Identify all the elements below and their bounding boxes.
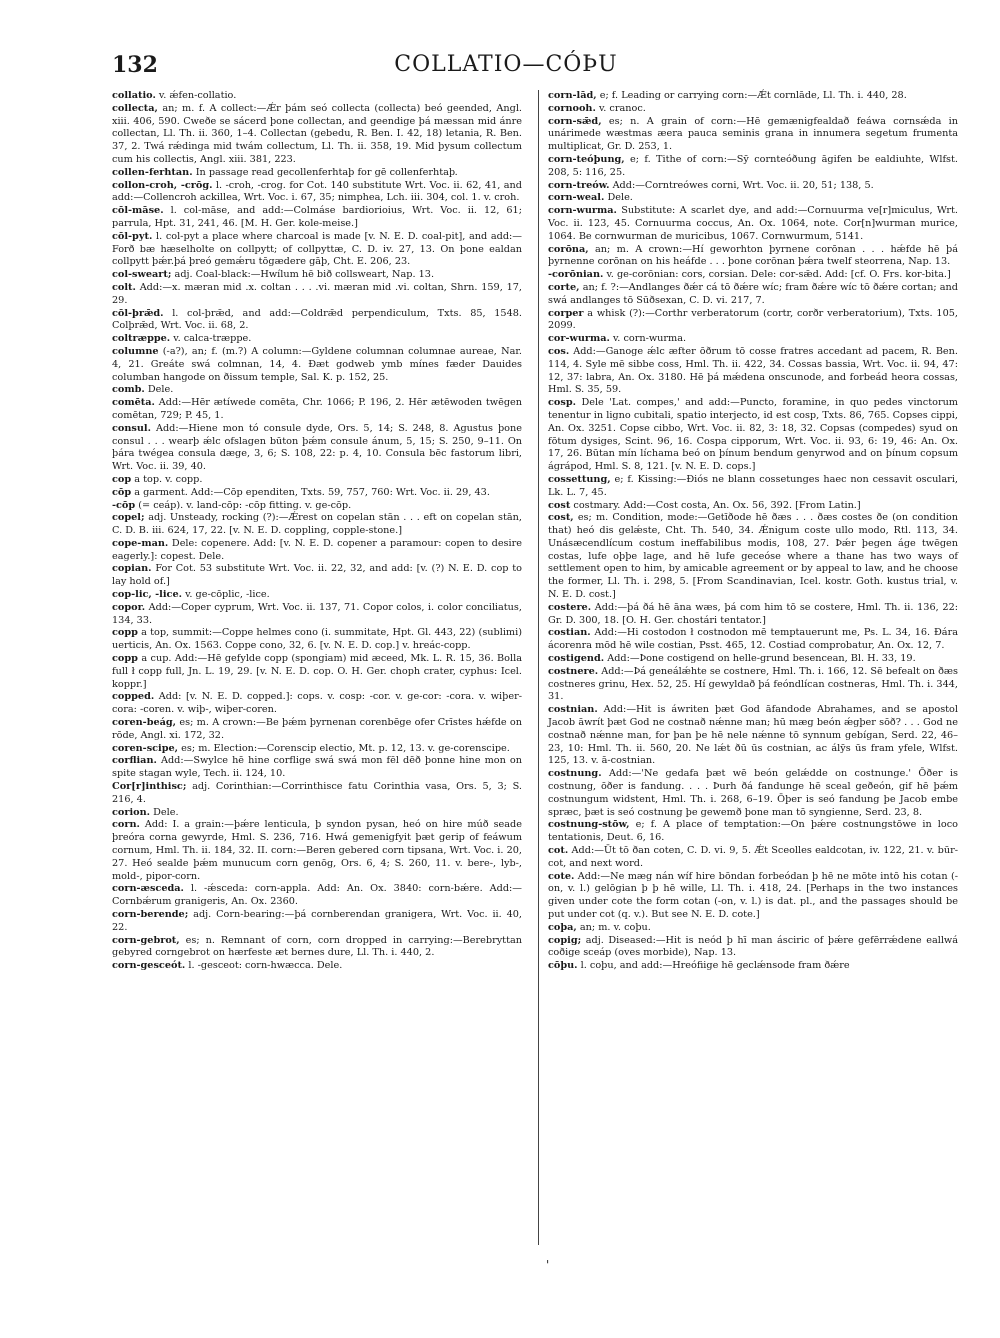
headword: costian. — [548, 627, 591, 639]
entry-text: Add:—Swylce hē hine corflige swá swá mon fēl dēð þonne hine mon on spite stagan wyle, Tech. ii. 124, 10. — [112, 755, 522, 780]
entry-text: (-a?), an; f. (m.?) A column:—Gyldene columnan columnae aureae, Nar. 4, 21. Greáte swá colmnan, 14, 4. Ðæt godweb ymb mínes fæder Dauides columban hangode on ðissum temple, Sal. K. p. 152, 25. — [112, 345, 522, 383]
entry-text: an; m. v. coþu. — [579, 921, 651, 933]
entry-text: adj. Corn-bearing:—þá cornberendan granigera, Wrt. Voc. ii. 40, 22. — [112, 909, 522, 933]
dictionary-entry — [548, 333, 958, 346]
dictionary-entry — [548, 845, 958, 871]
running-head: COLLATIO—CÓÞU — [394, 52, 618, 77]
dictionary-entry — [112, 781, 522, 807]
dictionary-entry — [112, 346, 522, 384]
dictionary-entry — [112, 653, 522, 691]
dictionary-entry — [112, 282, 522, 308]
headword: cor-wurma. — [548, 333, 610, 345]
entry-text: v. ǽfen-collatio. — [158, 90, 237, 101]
dictionary-entry — [112, 167, 522, 180]
dictionary-entry — [548, 666, 958, 704]
dictionary-entry — [112, 909, 522, 935]
entry-text: Add:—x. mæran mid .x. coltan . . . .vi. mæran mid .vi. coltan, Shrn. 159, 17, 29. — [112, 281, 522, 306]
entry-text: e; f. Tithe of corn:—Sȳ cornteóðung āgifen be ealdiuhte, Wlfst. 208, 5: 116, 25. — [548, 153, 958, 178]
dictionary-entry — [548, 602, 958, 628]
dictionary-entry — [112, 397, 522, 423]
headword: colt. — [112, 281, 136, 293]
entry-text: l. coþu, and add:—Hreófiige hē geclǽnsode fram ðǽre — [580, 960, 850, 972]
headword: costnere. — [548, 665, 599, 677]
dictionary-entry — [112, 807, 522, 820]
headword: corn. — [112, 819, 140, 831]
headword: copp — [112, 627, 138, 639]
entry-text: v. ge-corōnian: cors, corsian. Dele: cor-sǣd. Add: [cf. O. Frs. kor-bita.] — [606, 269, 951, 281]
dictionary-entry — [548, 90, 958, 103]
headword: coltræppe. — [112, 333, 171, 345]
entry-text: Add:—Þá geneálǽhte se costnere, Hml. Th. i. 166, 12. Sē befealt on ðæs costneres grinu, Hex. 52, 25. Hí gewyldað þá feóndlícan costneras, Hml. Th. i. 344, 31. — [548, 665, 958, 703]
dictionary-entry — [112, 474, 522, 487]
entry-text: costmary. Add:—Cost costa, An. Ox. 56, 392. [From Latin.] — [573, 499, 861, 511]
page-number: 132 — [112, 52, 158, 78]
entry-text: Add:—Hēr ætíwede comēta, Chr. 1066; P. 196, 2. Hēr ætēwoden twēgen comētan, 729; P. 45, 1. — [112, 397, 522, 421]
dictionary-entry — [112, 423, 522, 474]
dictionary-entry — [548, 653, 958, 666]
dictionary-entry — [112, 308, 522, 334]
entry-text: Add:—Hiene mon tó consule dyde, Ors. 5, 14; S. 248, 8. Agustus þone consul . . . wearþ ǽlc ofslagen būton þǽm consule ánum, 5, 15; S. 250, 9–11. On þára twégea consula dæge, 3, 6; S. 108, 22: p. 4, 10. Consula bēc fastorum libri, Wrt. Voc. ii. 39, 40. — [112, 422, 522, 473]
headword: corn-weal. — [548, 192, 605, 204]
headword: comēta. — [112, 397, 155, 409]
dictionary-entry — [548, 935, 958, 961]
headword: cost, — [548, 512, 574, 524]
entry-text: e; f. Kissing:—Ðiós ne blann cossetunges haec non cessavit osculari, Lk. L. 7, 45. — [548, 473, 958, 498]
entry-text: e; f. A place of temptation:—On þǽre costnungstōwe in loco tentationis, Deut. 6, 16. — [548, 819, 958, 844]
headword: corflian. — [112, 755, 157, 767]
left-column — [112, 90, 522, 973]
headword: corn-treów. — [548, 179, 610, 191]
headword: cōl-māse. — [112, 205, 164, 217]
entry-text: Add:—Hi costodon ł costnodon mē temptauerunt me, Ps. L. 34, 16. Ðára ácorenra mōd hē wile costian, Psst. 465, 12. Costiad comprobatur, An. Ox. 12, 7. — [548, 627, 958, 652]
dictionary-entry — [112, 231, 522, 269]
dictionary-entry — [548, 269, 958, 282]
dictionary-entry — [112, 743, 522, 756]
dictionary-entry — [112, 180, 522, 206]
headword: copor. — [112, 601, 146, 613]
headword: corn-berende; — [112, 909, 189, 920]
entry-text: Add:—Corntreówes corni, Wrt. Voc. ii. 20, 51; 138, 5. — [612, 179, 874, 191]
dictionary-entry — [112, 90, 522, 103]
headword: corper — [548, 307, 584, 319]
entry-text: es; m. Condition, mode:—Getīðode hē ðæs . . . ðæs costes ðe (on condition that) heó dis gelǽste, Cht. Th. 540, 34. Ǽnigum coste ullo modo, Rtl. 113, 34. Unásæcendlícum costum ineffabilibus modis, 108, 27. Þǽr þegen áge twēgen costas, lufe oþþe lage, and hē lufe geceóse where a thane has two ways of settlement open to him, by amicable agreement or by appeal to law, and he choose the former, Ll. Th. i. 298, 5. [From Scandinavian, Icel. kostr. Goth. kustus trial, v. N. E. D. cost.] — [548, 512, 958, 601]
headword: cop-lic, -lice. — [112, 589, 182, 601]
entry-text: Dele. — [607, 192, 633, 204]
dictionary-entry — [548, 512, 958, 602]
entry-text: In passage read gecollenferhtaþ for gē collenferhtaþ. — [195, 166, 458, 178]
entry-text: Substitute: A scarlet dye, and add:—Cornuurma ve[r]miculus, Wrt. Voc. ii. 123, 45. Cornuurma coccus, An. Ox. 1064, note. Cor[n]wurman murice, 1064. Be cornwurman de muricibus, 1067. Cornwurmum, 5141. — [548, 205, 958, 242]
headword: corōna, — [548, 243, 589, 255]
headword: col-sweart; — [112, 269, 172, 281]
headword: cornooh. — [548, 102, 596, 114]
dictionary-entry — [548, 397, 958, 474]
dictionary-entry — [548, 871, 958, 922]
entry-text: es; m. A crown:—Be þǽm þyrnenan corenbēge ofer Crīstes hǽfde on rōde, Angl. xi. 172, 32. — [112, 717, 522, 741]
right-column — [548, 90, 958, 973]
dictionary-entry — [548, 282, 958, 308]
entry-text: Add:—Hit is áwriten þæt God āfandode Abrahames, and se apostol Jacob āwrít þæt God ne costnað nǽnne man; hū mæg beón ǽgþer sōð? . . . God ne costnað nǽnne man, for þan þe hē nele nǽnne tō synnum gebígan, Serd. 22, 46–23, 10: Hml. Th. ii. 560, 20. Ne lǽt ðū ūs costnian, ac álȳs ūs fram yfele, Wlfst. 125, 13. v. ā-costnian. — [548, 704, 958, 767]
dictionary-entry — [112, 333, 522, 346]
entry-text: adj. Unsteady, rocking (?):—Ǽrest on copelan stān . . . eft on copelan stān, C. D. B. iii. 624, 17, 22. [v. N. E. D. coppling, copple-stone.] — [112, 512, 522, 537]
headword: corion. — [112, 806, 151, 818]
headword: copp — [112, 653, 138, 665]
headword: -cōp — [112, 499, 136, 511]
dictionary-entry — [112, 500, 522, 513]
headword: copian. — [112, 563, 152, 575]
headword: costnung. — [548, 768, 602, 780]
entry-text: Add: [v. N. E. D. copped.]: cops. v. cosp: -cor. v. ge-cor: -cora. v. wiþer-cora: -coren. v. wiþ-, wiþer-coren. — [112, 691, 522, 716]
dictionary-entry — [112, 717, 522, 743]
dictionary-entry — [548, 960, 958, 973]
entry-text: l. -croh, -crog. for Cot. 140 substitute Wrt. Voc. ii. 62, 41, and add:—Collencroh ackillea, Wrt. Voc. i. 67, 35; nimphea, Lch. iii. 304, col. 1. v. croh. — [112, 179, 522, 204]
entry-text: an; m. f. A collect:—Ǽr þám seó collecta (collecta) beó geended, Angl. xiii. 406, 590. Cweðe se sácerd þone collectan, and geendige þá mæssan mid ánre collectan, Ll. Th. ii. 360, 1–4. Collectan (gebedu, R. Ben. I. 42, 18) letania, R. Ben. 37, 2. Twá rǽdinga mid twám collectum, Ll. Th. ii. 358, 19. Mid þysum collectum cum his collectis, Angl. xiii. 381, 223. — [112, 102, 522, 165]
headword: corn-wurma. — [548, 205, 617, 217]
dictionary-entry — [112, 755, 522, 781]
headword: -corōnian. — [548, 269, 604, 281]
headword: copig; — [548, 934, 582, 946]
entry-text: Add:—Ganoge ǽlc æfter ōðrum tō cosse fratres accedant ad pacem, R. Ben. 114, 4. Syle mē sibbe coss, Hml. Th. ii. 422, 34. Cossas bassia, Wrt. Voc. ii. 94, 47: 12, 37: labra, An. Ox. 3180. Hē þá mǽdena onscunode, and forbeád heora cossas, Hml. S. 35, 59. — [548, 345, 958, 396]
dictionary-entry — [548, 768, 958, 819]
dictionary-entry — [548, 819, 958, 845]
headword: corn-gebrot, — [112, 934, 180, 946]
dictionary-entry — [112, 691, 522, 717]
headword: coren-scipe, — [112, 742, 179, 754]
headword: copel; — [112, 512, 145, 524]
headword: copped. — [112, 691, 155, 703]
dictionary-entry — [548, 308, 958, 334]
dictionary-entry — [112, 935, 522, 961]
entry-text: an; f. ?:—Andlanges ðǽr cá tō ðǽre wíc; fram ðǽre wíc tō ðǽre cortan; and swá andlanges tō Sūðsexan, C. D. vi. 217, 7. — [548, 281, 958, 306]
entry-text: a garment. Add:—Cōp ependiten, Txts. 59, 757, 760: Wrt. Voc. ii. 29, 43. — [134, 486, 490, 498]
headword: corn-teóþung, — [548, 153, 625, 165]
dictionary-entry — [548, 154, 958, 180]
headword: cosp. — [548, 397, 576, 409]
headword: costnian. — [548, 704, 598, 716]
entry-text: l. col-māse, and add:—Colmáse bardiorioius, Wrt. Voc. ii. 12, 61; parrula, Hpt. 31, 241, 46. [M. H. Ger. kole-meise.] — [112, 205, 522, 229]
dictionary-entry — [548, 180, 958, 193]
footer-mark: ' — [546, 1258, 550, 1272]
entry-text: a top. v. copp. — [134, 473, 203, 485]
entry-text: a cup. Add:—Hē gefylde copp (spongiam) mid æceed, Mk. L. R. 15, 36. Bolla full ł copp full, Jn. L. 19, 29. [v. N. E. D. cop. O. H. Ger. choph crater, cyphus: Icel. koppr.] — [112, 653, 522, 690]
headword: cōp — [112, 486, 132, 498]
dictionary-entry — [112, 960, 522, 973]
column-divider — [538, 90, 539, 1245]
entry-text: l. -ǽsceda: corn-appla. Add: An. Ox. 3840: corn-bǽre. Add:—Cornbǽrum granigeris, An. Ox. 2360. — [112, 883, 522, 908]
entry-text: l. -gesceot: corn-hwæcca. Dele. — [188, 960, 343, 972]
dictionary-entry — [112, 205, 522, 231]
headword: coþa, — [548, 921, 577, 933]
dictionary-entry — [548, 103, 958, 116]
headword: collon-croh, -crōg. — [112, 179, 213, 191]
headword: cot. — [548, 845, 569, 857]
dictionary-entry — [112, 538, 522, 564]
headword: collen-ferhtan. — [112, 166, 193, 178]
entry-text: Dele 'Lat. compes,' and add:—Puncto, foramine, in quo pedes vinctorum tenentur in ligno cubitali, spatio interjecto, id est cosp, Txts. 86, 765. Copses cippi, An. Ox. 3251. Copse cibbo, Wrt. Voc. ii. 82, 3: 18, 32. Copsas (compedes) syud on fōtum dysiges, Scint. 96, 16. Cospa cipporum, Wrt. Voc. ii. 93, 6: 19, 46: An. Ox. 17, 26. Būtan mín líchama beó on þínum bendum genyrwod and on þínum copsum ágrápod, Hml. S. 8, 121. [v. N. E. D. cops.] — [548, 397, 958, 473]
headword: consul. — [112, 422, 151, 434]
headword: costere. — [548, 601, 592, 613]
headword: cope-man. — [112, 537, 169, 549]
dictionary-entry — [548, 244, 958, 270]
headword: Cor[r]inthisc; — [112, 781, 187, 793]
headword: columne — [112, 345, 159, 357]
dictionary-entry — [112, 563, 522, 589]
dictionary-entry — [548, 192, 958, 205]
entry-text: Dele: copenere. Add: [v. N. E. D. copener a paramour: copen to desire eagerly.]: copest. Dele. — [112, 537, 522, 562]
headword: cōl-pyt. — [112, 230, 153, 242]
entry-text: v. ge-cōplic, -lice. — [185, 589, 270, 601]
headword: costigend. — [548, 653, 605, 665]
entry-text: Add:—Coper cyprum, Wrt. Voc. ii. 137, 71. Copor colos, i. color conciliatus, 134, 33. — [112, 601, 522, 626]
dictionary-entry — [112, 883, 522, 909]
entry-text: a whisk (?):—Corthr verberatorum (cortr, corðr verberatorium), Txts. 105, 2099. — [548, 307, 958, 332]
entry-text: a top, summit:—Coppe helmes cono (i. summitate, Hpt. Gl. 443, 22) (sublimi) uerticis, An. Ox. 1563. Coppe cono, 32, 6. [v. N. E. D. cop.] v. hreác-copp. — [112, 627, 522, 652]
headword: cos. — [548, 345, 570, 357]
entry-text: Dele. — [147, 384, 174, 396]
entry-text: adj. Corinthian:—Corrinthisce fatu Corinthia vasa, Ors. 5, 3; S. 216, 4. — [112, 781, 522, 805]
entry-text: v. cranoc. — [598, 102, 646, 114]
entry-text: Dele. — [153, 806, 179, 818]
dictionary-entry — [112, 512, 522, 538]
headword: corn-lād, — [548, 90, 597, 101]
dictionary-entry — [548, 346, 958, 397]
dictionary-entry — [548, 116, 958, 154]
headword: coren-beág, — [112, 717, 177, 729]
entry-text: es; n. A grain of corn:—Hē gemænigfealdað feáwa cornsǽda in unárimede wæstmas æera pauca seminis grana in innumera segetum frumenta multiplicat, Gr. D. 253, 1. — [548, 115, 958, 153]
entry-text: v. calca-træppe. — [173, 333, 252, 345]
dictionary-entry — [548, 922, 958, 935]
headword: corn-æsceda. — [112, 883, 184, 895]
entry-text: Add:—Þone costigend on helle-grund besencean, Bl. H. 33, 19. — [607, 653, 916, 665]
headword: cop — [112, 473, 132, 485]
dictionary-entry — [112, 269, 522, 282]
dictionary-entry — [112, 819, 522, 883]
dictionary-entry — [112, 384, 522, 397]
entry-text: es; n. Remnant of corn, corn dropped in carrying:—Berebryttan gebyred corngebrot on hærfeste æt bernes dure, Ll. Th. i. 440, 2. — [112, 934, 522, 959]
dictionary-entry — [112, 589, 522, 602]
headword: cost — [548, 499, 571, 511]
entry-text: Add:—Ne mæg nán wíf hire bōndan forbeódan þ hē ne mōte intō his cotan (-on, v. l.) gelōgian þ þ hē wille, Ll. Th. i. 418, 24. [Perhaps in the two instances given under cote the form cotan (-on, v. l.) is dat. pl., and the passages should be put under cot (q. v.). But see N. E. D. cote.] — [548, 870, 958, 920]
entry-text: l. col-pyt a place where charcoal is made [v. N. E. D. coal-pit], and add:—Forð bæ hæselholte on collpytt; of collpyttæ, C. D. iv. 27, 13. On þone ealdan collpytt þǽr.þá þreó gemǽru tōgædere gāþ, Cht. E. 206, 23. — [112, 230, 522, 268]
dictionary-entry — [548, 205, 958, 243]
entry-text: an; m. A crown:—Hí geworhton þyrnene corōnan . . . hǽfde hē þá þyrnenne corōnan on his heáfde . . . þone corōnan þǽra twelf steorrena, Nap. 13. — [548, 243, 958, 268]
entry-text: For Cot. 53 substitute Wrt. Voc. ii. 22, 32, and add: [v. (?) N. E. D. cop to lay hold of.] — [112, 563, 522, 588]
entry-text: l. col-þrǣd, and add:—Coldrǣd perpendiculum, Txts. 85, 1548. Colþrǣd, Wrt. Voc. ii. 68, 2. — [112, 307, 522, 332]
dictionary-entry — [112, 103, 522, 167]
entry-text: e; f. Leading or carrying corn:—Ǽt cornlāde, Ll. Th. i. 440, 28. — [599, 90, 907, 101]
headword: cossettung, — [548, 473, 611, 485]
entry-text: Add:—'Ne gedafa þæt wē beón gelǽdde on costnunge.' Ōðer is costnung, ōðer is fandung. . . . Þurh ðá fandunge hē sceal geðeón, gif hē þǽm costnungum widstent, Hml. Th. i. 268, 6–19. Ōþer is seó fandung þe Jacob embe spræc, þæt is seó costnung þe gewemð þone man tō syngienne, Serd. 23, 8. — [548, 768, 958, 818]
entry-text: v. corn-wurma. — [612, 333, 687, 345]
entry-text: es; m. Election:—Corenscip electio, Mt. p. 12, 13. v. ge-corenscipe. — [181, 742, 510, 754]
headword: cōl-þrǣd. — [112, 307, 164, 319]
headword: cōþu. — [548, 960, 578, 972]
dictionary-entry — [548, 474, 958, 500]
entry-text: Add:—þá ðá hē āna wæs, þá com him tō se costere, Hml. Th. ii. 136, 22: Gr. D. 300, 18. [O. H. Ger. chostári tentator.] — [548, 601, 958, 626]
headword: corte, — [548, 281, 580, 293]
headword: cote. — [548, 870, 575, 882]
entry-text: adj. Coal-black:—Hwílum hē bið collsweart, Nap. 13. — [174, 269, 435, 281]
dictionary-entry — [112, 487, 522, 500]
entry-text: Add:—Ūt tō ðan coten, C. D. vi. 9, 5. Ǽt Sceolles ealdcotan, iv. 122, 21. v. būr-cot, and next word. — [548, 845, 958, 869]
entry-text: (= ceáp). v. land-cōp: -cōp fitting. v. ge-cōp. — [138, 499, 352, 511]
page-header — [112, 52, 900, 82]
dictionary-entry — [112, 602, 522, 628]
headword: costnung-stōw, — [548, 819, 630, 831]
headword: comb. — [112, 384, 145, 396]
headword: collecta, — [112, 102, 158, 114]
dictionary-entry — [548, 500, 958, 513]
entry-text: Add: I. a grain:—þǽre lenticula, þ syndon pysan, heó on hire múð seade þreóra corna gewyrde, Hml. S. 236, 716. Hwá gemenigfyit þæt gerip of feáwum cornum, Hml. Th. ii. 184, 32. II. corn:—Beren gebered corn tipsana, Wrt. Voc. i. 20, 27. Heó sealde þǽm munucum corn genōg, Ors. 6, 4; S. 260, 11. v. bere-, lyb-, mold-, pipor-corn. — [112, 819, 522, 882]
dictionary-entry — [112, 627, 522, 653]
dictionary-entry — [548, 704, 958, 768]
dictionary-entry — [548, 627, 958, 653]
headword: collatio. — [112, 90, 156, 101]
headword: corn-gesceót. — [112, 960, 186, 972]
entry-text: adj. Diseased:—Hit is neód þ hī man ásciric of þǽre gefērrǽdene eallwá coðige sceáp (oves morbide), Nap. 13. — [548, 934, 958, 959]
headword: corn-sǣd, — [548, 115, 602, 127]
